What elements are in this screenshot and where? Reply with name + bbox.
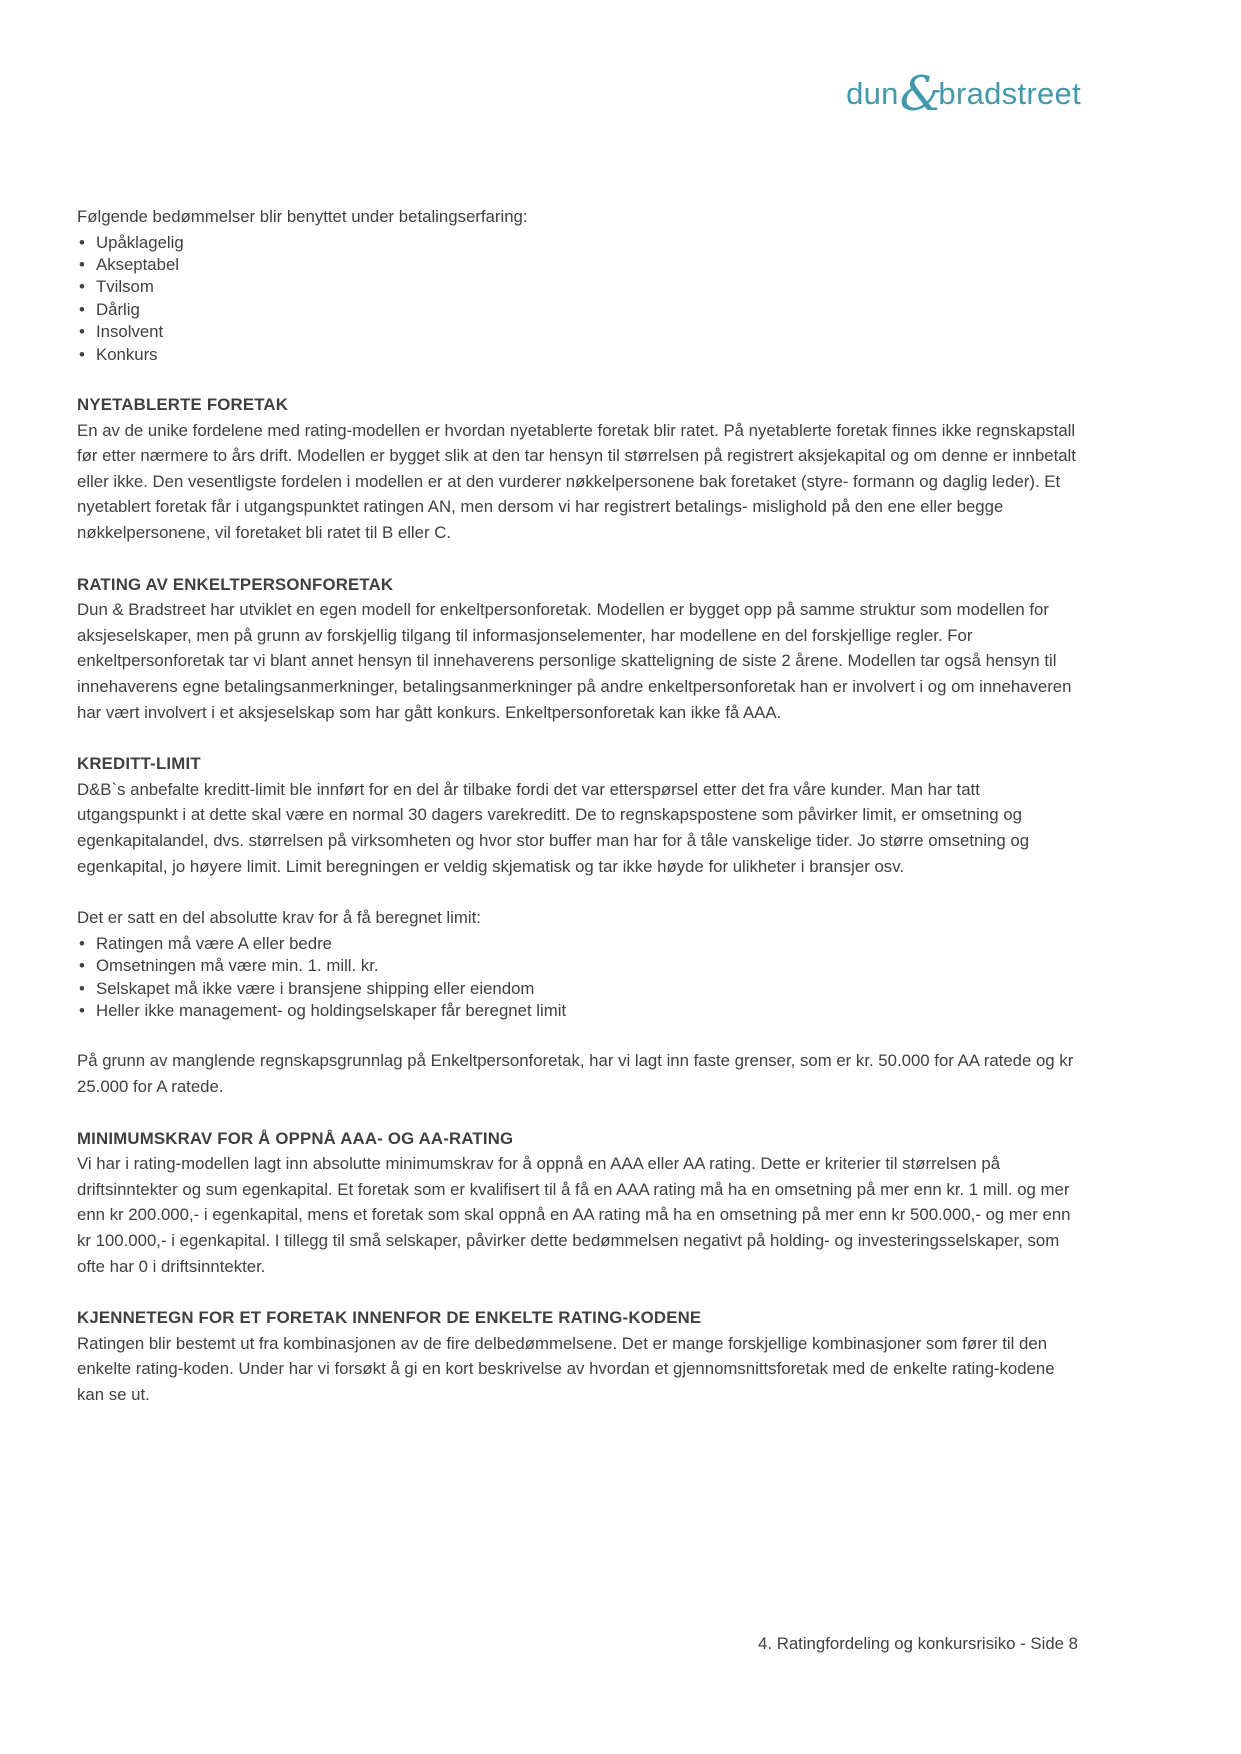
section-heading-minimumskrav: MINIMUMSKRAV FOR Å OPPNÅ AAA- OG AA-RATING bbox=[77, 1128, 514, 1148]
payment-assessment-list bbox=[77, 232, 1080, 366]
section-body-kreditt-limit: D&B`s anbefalte kreditt-limit ble innført for en del år tilbake fordi det var etterspørsel etter det fra våre kunder. Man har tatt utgangspunkt i at dette skal være en normal 30 dagers varekreditt. De to regnskapspostene som påvirker limit, er omsetning og egenkapitalandel, dvs. størrelsen på virksomheten og hvor stor buffer man har for å tåle vanskelige tider. Jo større omsetning og egenkapital, jo høyere limit. Limit beregningen er veldig skjematisk og tar ikke høyde for ulikheter i bransjer osv. bbox=[77, 779, 1030, 876]
section-body-kjennetegn: Ratingen blir bestemt ut fra kombinasjonen av de fire delbedømmelsene. Det er mange forskjellige kombinasjoner som fører til den enkelte rating-koden. Under har vi forsøkt å gi en kort beskrivelse av hvordan et gjennomsnittsforetak med de enkelte rating-kodene kan se ut. bbox=[77, 1333, 1055, 1404]
list-item: • Upåklagelig bbox=[77, 232, 1080, 254]
section-heading-kjennetegn: KJENNETEGN FOR ET FORETAK INNENFOR DE ENKELTE RATING-KODENE bbox=[77, 1308, 702, 1328]
logo-ampersand-icon: & bbox=[899, 66, 943, 122]
section-body-rating-enkeltpersonforetak: Dun & Bradstreet har utviklet en egen modell for enkeltpersonforetak. Modellen er bygget opp på samme struktur som modellen for aksjeselskaper, men på grunn av forskjellig tilgang til informasjonselementer, har modellene en del forskjellige regler. For enkeltpersonforetak tar vi blant annet hensyn til innehaverens personlige skatteligning de siste 2 årene. Modellen tar også hensyn til innehaverens egne betalingsanmerkninger, betalingsanmerkninger på andre enkeltpersonforetak han er involvert i og om innehaveren har vært involvert i et aksjeselskap som har gått konkurs. Enkeltpersonforetak kan ikke få AAA. bbox=[77, 600, 1072, 722]
list-item: • Selskapet må ikke være i bransjene shipping eller eiendom bbox=[77, 978, 1080, 1000]
list-item: • Ratingen må være A eller bedre bbox=[77, 933, 1080, 955]
list-item: • Heller ikke management- og holdingselskaper får beregnet limit bbox=[77, 1000, 1080, 1022]
list-item: • Tvilsom bbox=[77, 276, 1080, 298]
dun-bradstreet-logo bbox=[846, 64, 1081, 122]
page-footer bbox=[758, 1634, 1078, 1654]
list-item: • Omsetningen må være min. 1. mill. kr. bbox=[77, 955, 1080, 977]
document-content bbox=[77, 204, 1080, 1407]
limit-requirements-list bbox=[77, 933, 1080, 1023]
intro-lead: Følgende bedømmelser blir benyttet under betalingserfaring: bbox=[77, 207, 528, 226]
section-heading-rating-enkeltpersonforetak: RATING AV ENKELTPERSONFORETAK bbox=[77, 574, 394, 594]
section-body-nyetablerte-foretak: En av de unike fordelene med rating-modellen er hvordan nyetablerte foretak blir ratet. På nyetablerte foretak finnes ikke regnskapstall før etter nærmere to års drift. Modellen er bygget slik at den tar hensyn til størrelsen på registrert aksjekapital og om denne er innbetalt eller ikke. Den vesentligste fordelen i modellen er at den vurderer nøkkelpersonene bak foretaket (styre- formann og daglig leder). Et nyetablert foretak får i utgangspunktet ratingen AN, men dersom vi har registrert betalings- mislighold på den ene eller begge nøkkelpersonene, vil foretaket bli ratet til B eller C. bbox=[77, 420, 1076, 542]
limit-closing-paragraph: På grunn av manglende regnskapsgrunnlag på Enkeltpersonforetak, har vi lagt inn faste grenser, som er kr. 50.000 for AA ratede og kr 25.000 for A ratede. bbox=[77, 1051, 1074, 1096]
list-item: • Konkurs bbox=[77, 344, 1080, 366]
section-heading-kreditt-limit: KREDITT-LIMIT bbox=[77, 754, 201, 774]
limit-requirements-lead: Det er satt en del absolutte krav for å få beregnet limit: bbox=[77, 908, 481, 928]
section-body-minimumskrav: Vi har i rating-modellen lagt inn absolutte minimumskrav for å oppnå en AAA eller AA rating. Dette er kriterier til størrelsen på driftsinntekter og sum egenkapital. Et foretak som er kvalifisert til å få en AAA rating må ha en omsetning på mer enn kr. 1 mill. og mer enn kr 200.000,- i egenkapital, mens et foretak som skal oppnå en AA rating må ha en omsetning på mer enn kr 500.000,- og mer enn kr 100.000,- i egenkapital. I tillegg til små selskaper, påvirker dette bedømmelsen negativt på holding- og investeringsselskaper, som ofte har 0 i driftsinntekter. bbox=[77, 1154, 1071, 1276]
logo-text-bradstreet: bradstreet bbox=[938, 76, 1081, 111]
logo-text-dun: dun bbox=[846, 76, 899, 111]
section-heading-nyetablerte-foretak: NYETABLERTE FORETAK bbox=[77, 395, 289, 415]
list-item: • Dårlig bbox=[77, 299, 1080, 321]
footer-text: 4. Ratingfordeling og konkursrisiko - Side 8 bbox=[758, 1634, 1078, 1653]
list-item: • Akseptabel bbox=[77, 254, 1080, 276]
list-item: • Insolvent bbox=[77, 321, 1080, 343]
